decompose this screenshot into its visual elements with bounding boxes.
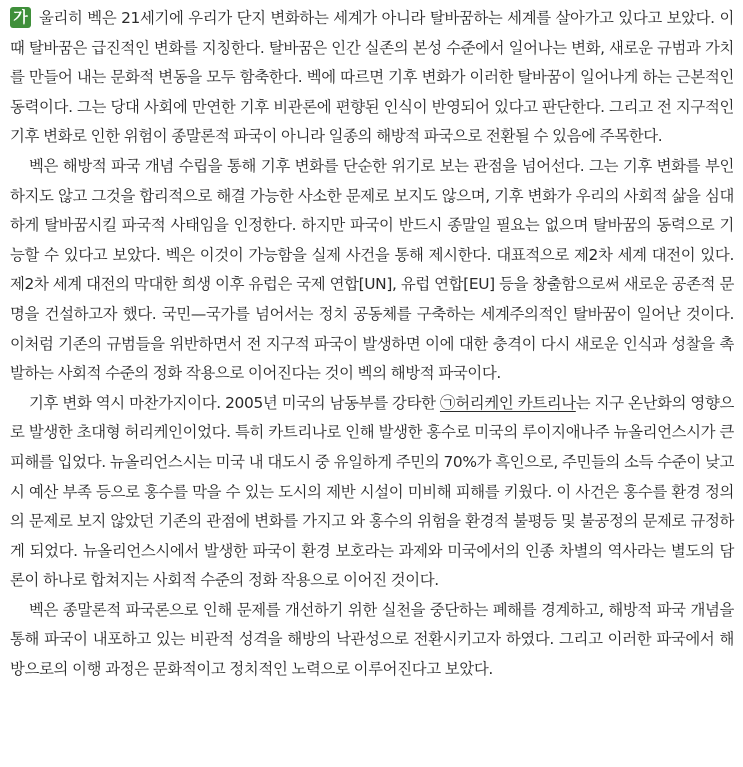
passage bbox=[10, 4, 734, 685]
paragraph-3 bbox=[10, 389, 734, 596]
paragraph-2 bbox=[10, 152, 734, 389]
underlined-term-katrina: ㉠허리케인 카트리나 bbox=[439, 393, 576, 412]
paragraph-1 bbox=[10, 4, 734, 152]
paragraph-1-text: 울리히 벡은 21세기에 우리가 단지 변화하는 세계가 아니라 탈바꿈하는 세계를 살아가고 있다고 보았다. 이때 탈바꿈은 급진적인 변화를 지칭한다. 탈바꿈은 인간 실존의 본성 수준에서 일어나는 변화, 새로운 규범과 가치를 만들어 내는 문화적 변동을 모두 함축한다. 벡에 따르면 기후 변화가 이러한 탈바꿈이 일어나게 하는 근본적인 동력이다. 그는 당대 사회에 만연한 기후 비관론에 편향된 인식이 반영되어 있다고 판단한다. 그리고 전 지구적인 기후 변화로 인한 위험이 종말론적 파국이 아니라 일종의 해방적 파국으로 전환될 수 있음에 주목한다. bbox=[10, 9, 734, 146]
paragraph-3-text-after: 는 지구 온난화의 영향으로 발생한 초대형 허리케인이었다. 특히 카트리나로 인해 발생한 홍수로 미국의 루이지애나주 뉴올리언스시가 큰 피해를 입었다. 뉴올리언스시는 미국 내 대도시 중 유일하게 주민의 70%가 흑인으로, 주민들의 소득 수준이 낮고 시 예산 부족 등으로 홍수를 막을 수 있는 도시의 제반 시설이 미비해 피해를 키웠다. 이 사건은 홍수를 환경 정의의 문제로 보지 않았던 기존의 관점에 변화를 가지고 와 홍수의 위험을 환경적 불평등 및 불공정의 문제로 규정하게 되었다. 뉴올리언스시에서 발생한 파국이 환경 보호라는 과제와 미국에서의 인종 차별의 역사라는 별도의 담론이 하나로 합쳐지는 사회적 수준의 정화 작용으로 이어진 것이다. bbox=[10, 393, 734, 590]
paragraph-2-text: 벡은 해방적 파국 개념 수립을 통해 기후 변화를 단순한 위기로 보는 관점을 넘어선다. 그는 기후 변화를 부인하지도 않고 그것을 합리적으로 해결 가능한 사소한 문제로 보지도 않으며, 기후 변화가 우리의 사회적 삶을 심대하게 탈바꿈시킬 파국적 사태임을 인정한다. 하지만 파국이 반드시 종말일 필요는 없으며 탈바꿈의 동력으로 기능할 수 있다고 보았다. 벡은 이것이 가능함을 실제 사건을 통해 제시한다. 대표적으로 제2차 세계 대전이 있다. 제2차 세계 대전의 막대한 희생 이후 유럽은 국제 연합[UN], 유럽 연합[EU] 등을 창출함으로써 새로운 공존적 문명을 건설하고자 했다. 국민—국가를 넘어서는 정치 공동체를 구축하는 세계주의적인 탈바꿈이 일어난 것이다. 이처럼 기존의 규범들을 위반하면서 전 지구적 파국이 발생하면 이에 대한 충격이 다시 새로운 인식과 성찰을 촉발하는 사회적 수준의 정화 작용으로 이어진다는 것이 벡의 해방적 파국이다. bbox=[10, 156, 734, 383]
section-badge: 가 bbox=[10, 7, 31, 28]
paragraph-4 bbox=[10, 596, 734, 685]
paragraph-4-text: 벡은 종말론적 파국론으로 인해 문제를 개선하기 위한 실천을 중단하는 폐해를 경계하고, 해방적 파국 개념을 통해 파국이 내포하고 있는 비관적 성격을 해방의 낙관성으로 전환시키고자 하였다. 그리고 이러한 파국에서 해방으로의 이행 과정은 문화적이고 정치적인 노력으로 이루어진다고 보았다. bbox=[10, 600, 734, 679]
paragraph-3-text-before: 기후 변화 역시 마찬가지이다. 2005년 미국의 남동부를 강타한 bbox=[29, 393, 440, 412]
